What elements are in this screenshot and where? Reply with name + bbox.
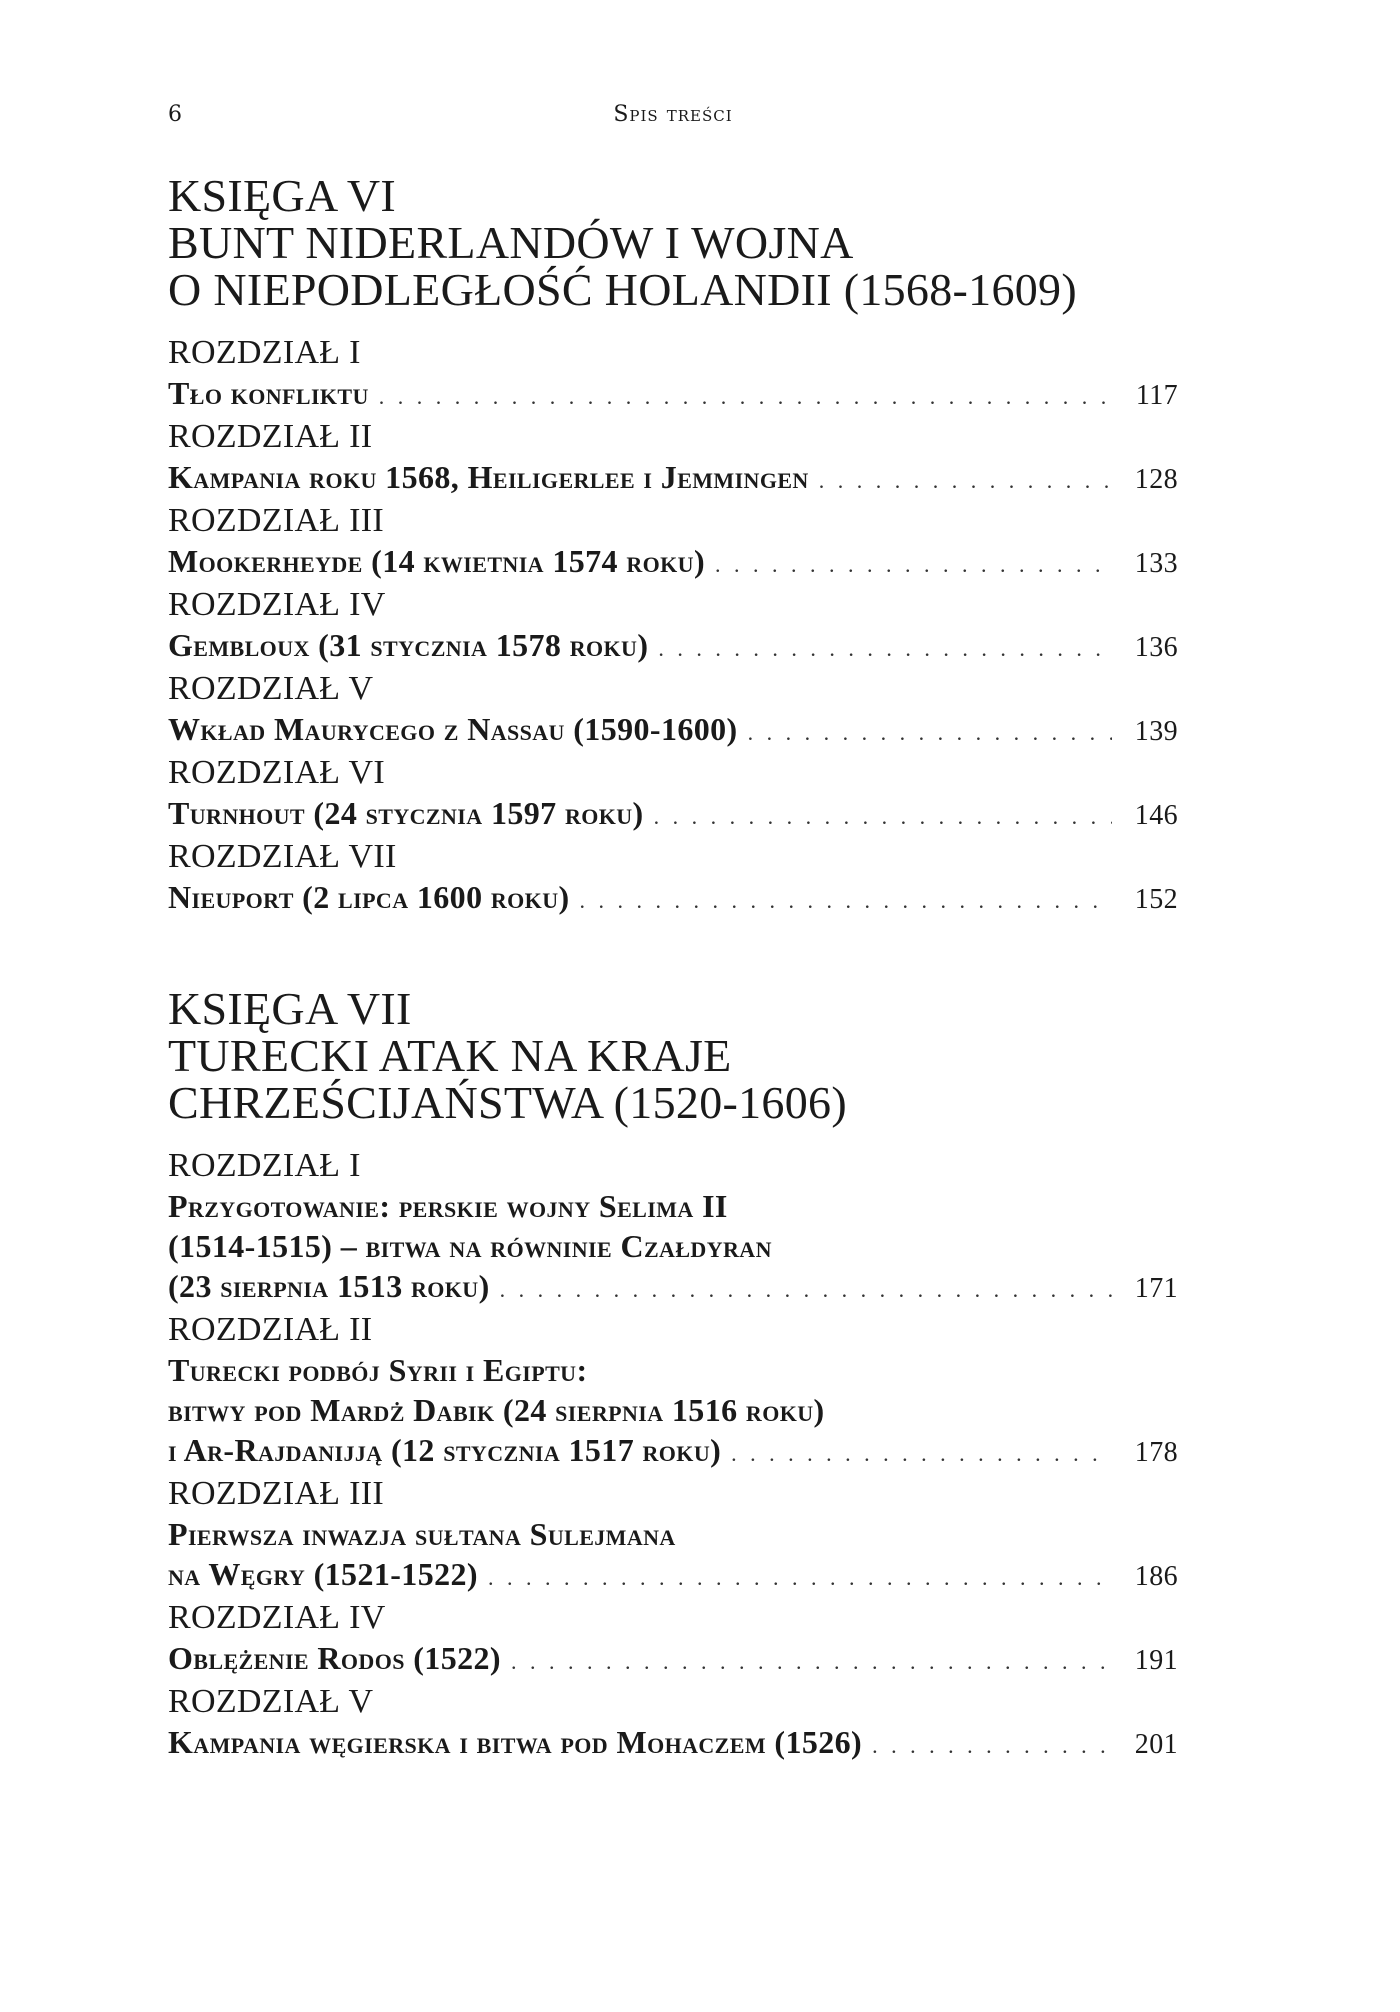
book-title-line: CHRZEŚCIJAŃSTWA (1520-1606) <box>168 1077 847 1128</box>
dot-leader <box>500 1270 1112 1310</box>
chapter-label: ROZDZIAŁ III <box>168 502 385 539</box>
chapter-title-line: (23 sierpnia 1513 roku) <box>168 1268 490 1304</box>
chapter-title <box>168 1514 1178 1598</box>
toc-chapter-entry <box>168 1146 1178 1310</box>
dot-leader <box>511 1642 1112 1682</box>
toc-chapter-entry <box>168 585 1178 669</box>
book-section <box>168 172 1178 921</box>
chapter-label: ROZDZIAŁ VII <box>168 838 397 875</box>
chapter-title-line: (1514-1515) – bitwa na równinie Czałdyran <box>168 1228 772 1264</box>
page-reference: 201 <box>1134 1729 1178 1760</box>
chapter-title-line: Przygotowanie: perskie wojny Selima II <box>168 1188 728 1224</box>
dot-leader <box>748 713 1112 753</box>
chapter-title-last-line <box>168 457 1178 501</box>
book-title-line: O NIEPODLEGŁOŚĆ HOLANDII (1568-1609) <box>168 264 1077 315</box>
toc-chapter-entry <box>168 1598 1178 1682</box>
chapter-label: ROZDZIAŁ IV <box>168 586 386 623</box>
page-reference: 191 <box>1134 1645 1178 1676</box>
dot-leader <box>488 1558 1112 1598</box>
book-section <box>168 985 1178 1766</box>
chapter-title <box>168 625 1178 669</box>
chapter-title-line: Kampania roku 1568, Heiligerlee i Jemmingen <box>168 459 809 495</box>
chapter-label: ROZDZIAŁ I <box>168 334 361 371</box>
chapter-title-line: Wkład Maurycego z Nassau (1590-1600) <box>168 711 738 747</box>
chapter-title-line: i Ar-Rajdanijją (12 stycznia 1517 roku) <box>168 1432 722 1468</box>
chapter-label: ROZDZIAŁ V <box>168 670 374 707</box>
chapter-title-line: Nieuport (2 lipca 1600 roku) <box>168 879 570 915</box>
dot-leader <box>872 1726 1112 1766</box>
chapter-title <box>168 373 1178 417</box>
book-title-line: TURECKI ATAK NA KRAJE <box>168 1030 732 1081</box>
chapter-title-last-line <box>168 793 1178 837</box>
book-heading <box>168 172 1178 313</box>
page-reference: 146 <box>1134 800 1178 831</box>
chapter-title-last-line <box>168 1266 1178 1310</box>
toc-chapter-entry <box>168 333 1178 417</box>
chapter-title-last-line <box>168 1554 1178 1598</box>
dot-leader <box>580 881 1112 921</box>
chapter-title-line: Pierwsza inwazja sułtana Sulejmana <box>168 1516 676 1552</box>
chapter-label: ROZDZIAŁ II <box>168 418 373 455</box>
dot-leader <box>654 797 1112 837</box>
toc-chapter-entry <box>168 753 1178 837</box>
dot-leader <box>731 1434 1112 1474</box>
chapter-label: ROZDZIAŁ I <box>168 1147 361 1184</box>
book-label: KSIĘGA VI <box>168 170 397 221</box>
chapter-title-line: na Węgry (1521-1522) <box>168 1556 478 1592</box>
page-reference: 117 <box>1135 380 1178 411</box>
chapter-title-last-line <box>168 1430 1178 1474</box>
chapter-label: ROZDZIAŁ II <box>168 1311 373 1348</box>
page-number: 6 <box>168 102 182 127</box>
chapter-label: ROZDZIAŁ IV <box>168 1599 386 1636</box>
toc-chapter-entry <box>168 1310 1178 1474</box>
chapter-title <box>168 1350 1178 1474</box>
chapter-title-line: Mookerheyde (14 kwietnia 1574 roku) <box>168 543 706 579</box>
chapter-title <box>168 1638 1178 1682</box>
chapter-title-last-line <box>168 625 1178 669</box>
chapter-title-last-line <box>168 709 1178 753</box>
dot-leader <box>819 461 1112 501</box>
chapter-title-last-line <box>168 1638 1178 1682</box>
chapter-title-line: Oblężenie Rodos (1522) <box>168 1640 501 1676</box>
toc-chapter-entry <box>168 669 1178 753</box>
dot-leader <box>658 629 1112 669</box>
chapter-label: ROZDZIAŁ VI <box>168 754 386 791</box>
running-title: Spis treści <box>613 102 733 127</box>
chapter-title <box>168 709 1178 753</box>
page-reference: 178 <box>1134 1437 1178 1468</box>
toc-chapter-entry <box>168 1474 1178 1598</box>
chapter-title-last-line <box>168 877 1178 921</box>
running-head <box>168 102 1178 132</box>
dot-leader <box>715 545 1112 585</box>
dot-leader <box>379 377 1112 417</box>
page-reference: 152 <box>1134 884 1178 915</box>
chapter-label: ROZDZIAŁ V <box>168 1683 374 1720</box>
chapter-title-line: Kampania węgierska i bitwa pod Mohaczem (1526) <box>168 1724 863 1760</box>
chapter-title-line: bitwy pod Mardż Dabik (24 sierpnia 1516 roku) <box>168 1392 825 1428</box>
chapter-title-line: Tło konfliktu <box>168 375 369 411</box>
book-label: KSIĘGA VII <box>168 983 412 1034</box>
chapter-title <box>168 541 1178 585</box>
chapter-title-line: Gembloux (31 stycznia 1578 roku) <box>168 627 649 663</box>
page-reference: 136 <box>1134 632 1178 663</box>
toc-chapter-entry <box>168 417 1178 501</box>
chapter-label: ROZDZIAŁ III <box>168 1475 385 1512</box>
chapter-title-last-line <box>168 373 1178 417</box>
page-reference: 171 <box>1134 1273 1178 1304</box>
chapter-title-last-line <box>168 1722 1178 1766</box>
page-reference: 186 <box>1134 1561 1178 1592</box>
page-reference: 139 <box>1134 716 1178 747</box>
chapter-title <box>168 877 1178 921</box>
chapter-title <box>168 793 1178 837</box>
chapter-title-last-line <box>168 541 1178 585</box>
page-reference: 133 <box>1134 548 1178 579</box>
page-reference: 128 <box>1134 464 1178 495</box>
toc-chapter-entry <box>168 837 1178 921</box>
book-title-line: BUNT NIDERLANDÓW I WOJNA <box>168 217 854 268</box>
toc-chapter-entry <box>168 1682 1178 1766</box>
table-of-contents <box>168 172 1178 1766</box>
chapter-title <box>168 1722 1178 1766</box>
chapter-title-line: Turecki podbój Syrii i Egiptu: <box>168 1352 588 1388</box>
chapter-title <box>168 457 1178 501</box>
book-heading <box>168 985 1178 1126</box>
chapter-title <box>168 1186 1178 1310</box>
chapter-title-line: Turnhout (24 stycznia 1597 roku) <box>168 795 644 831</box>
toc-chapter-entry <box>168 501 1178 585</box>
